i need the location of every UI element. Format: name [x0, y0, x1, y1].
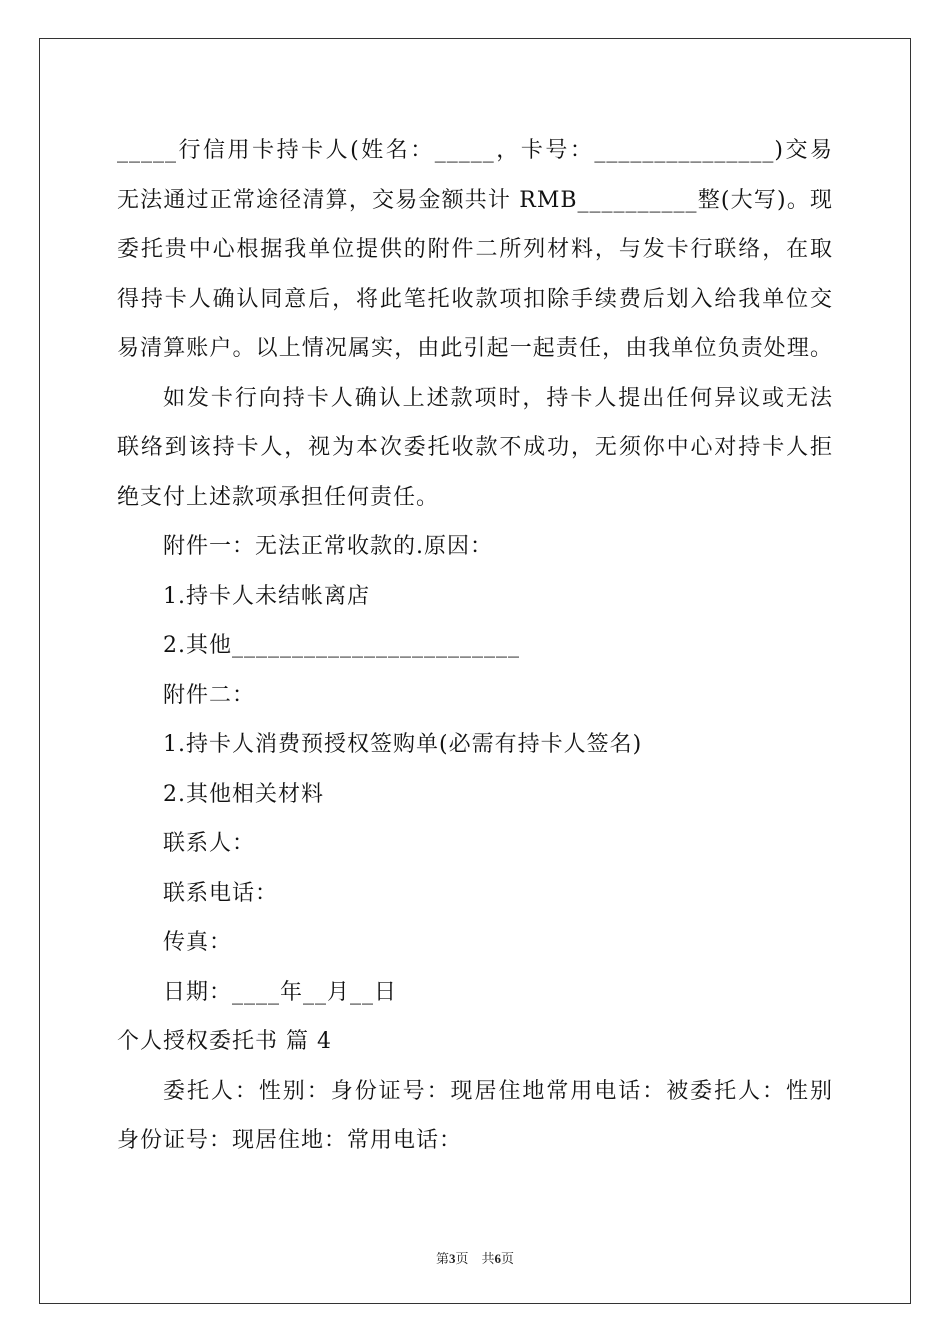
text-line: 委托贵中心根据我单位提供的附件二所列材料，与发卡行联络，在取	[117, 237, 833, 262]
text-line: 传真：	[163, 930, 233, 955]
text-line: _____行信用卡持卡人(姓名：_____，卡号：_______________)交易	[117, 138, 833, 163]
footer-total-pages: 6	[494, 1251, 501, 1266]
footer-prefix: 第	[435, 1251, 449, 1266]
text-line: 联络到该持卡人，视为本次委托收款不成功，无须你中心对持卡人拒	[117, 435, 833, 460]
text-line: 如发卡行向持卡人确认上述款项时，持卡人提出任何异议或无法	[163, 385, 833, 411]
text-line: 绝支付上述款项承担任何责任。	[117, 484, 440, 510]
text-line: 易清算账户。以上情况属实，由此引起一起责任，由我单位负责处理。	[117, 336, 833, 361]
document-body	[117, 126, 833, 1166]
text-line: 个人授权委托书 篇 4	[117, 1029, 332, 1054]
text-line: 2.其他________________________	[163, 633, 520, 658]
text-line: 身份证号：现居住地：常用电话：	[117, 1128, 463, 1153]
text-line: 2.其他相关材料	[163, 781, 324, 807]
text-line: 附件一：无法正常收款的.原因：	[163, 534, 493, 559]
text-line: 1.持卡人未结帐离店	[163, 583, 370, 609]
text-line: 日期：____年__月__日	[163, 979, 398, 1005]
text-line: 委托人：性别：身份证号：现居住地常用电话：被委托人：性别	[163, 1078, 833, 1104]
text-line: 得持卡人确认同意后，将此笔托收款项扣除手续费后划入给我单位交	[117, 286, 833, 312]
footer-suffix: 页	[501, 1251, 515, 1266]
footer-middle: 页 共	[455, 1251, 495, 1266]
text-line: 附件二：	[163, 682, 256, 708]
text-line: 联系人：	[163, 831, 256, 856]
text-line: 1.持卡人消费预授权签购单(必需有持卡人签名)	[163, 732, 643, 757]
footer-page-number: 3	[448, 1251, 456, 1266]
text-line: 无法通过正常途径清算，交易金额共计 RMB__________整(大写)。现	[117, 187, 833, 213]
page-footer	[0, 1248, 950, 1267]
text-line: 联系电话：	[163, 880, 279, 906]
